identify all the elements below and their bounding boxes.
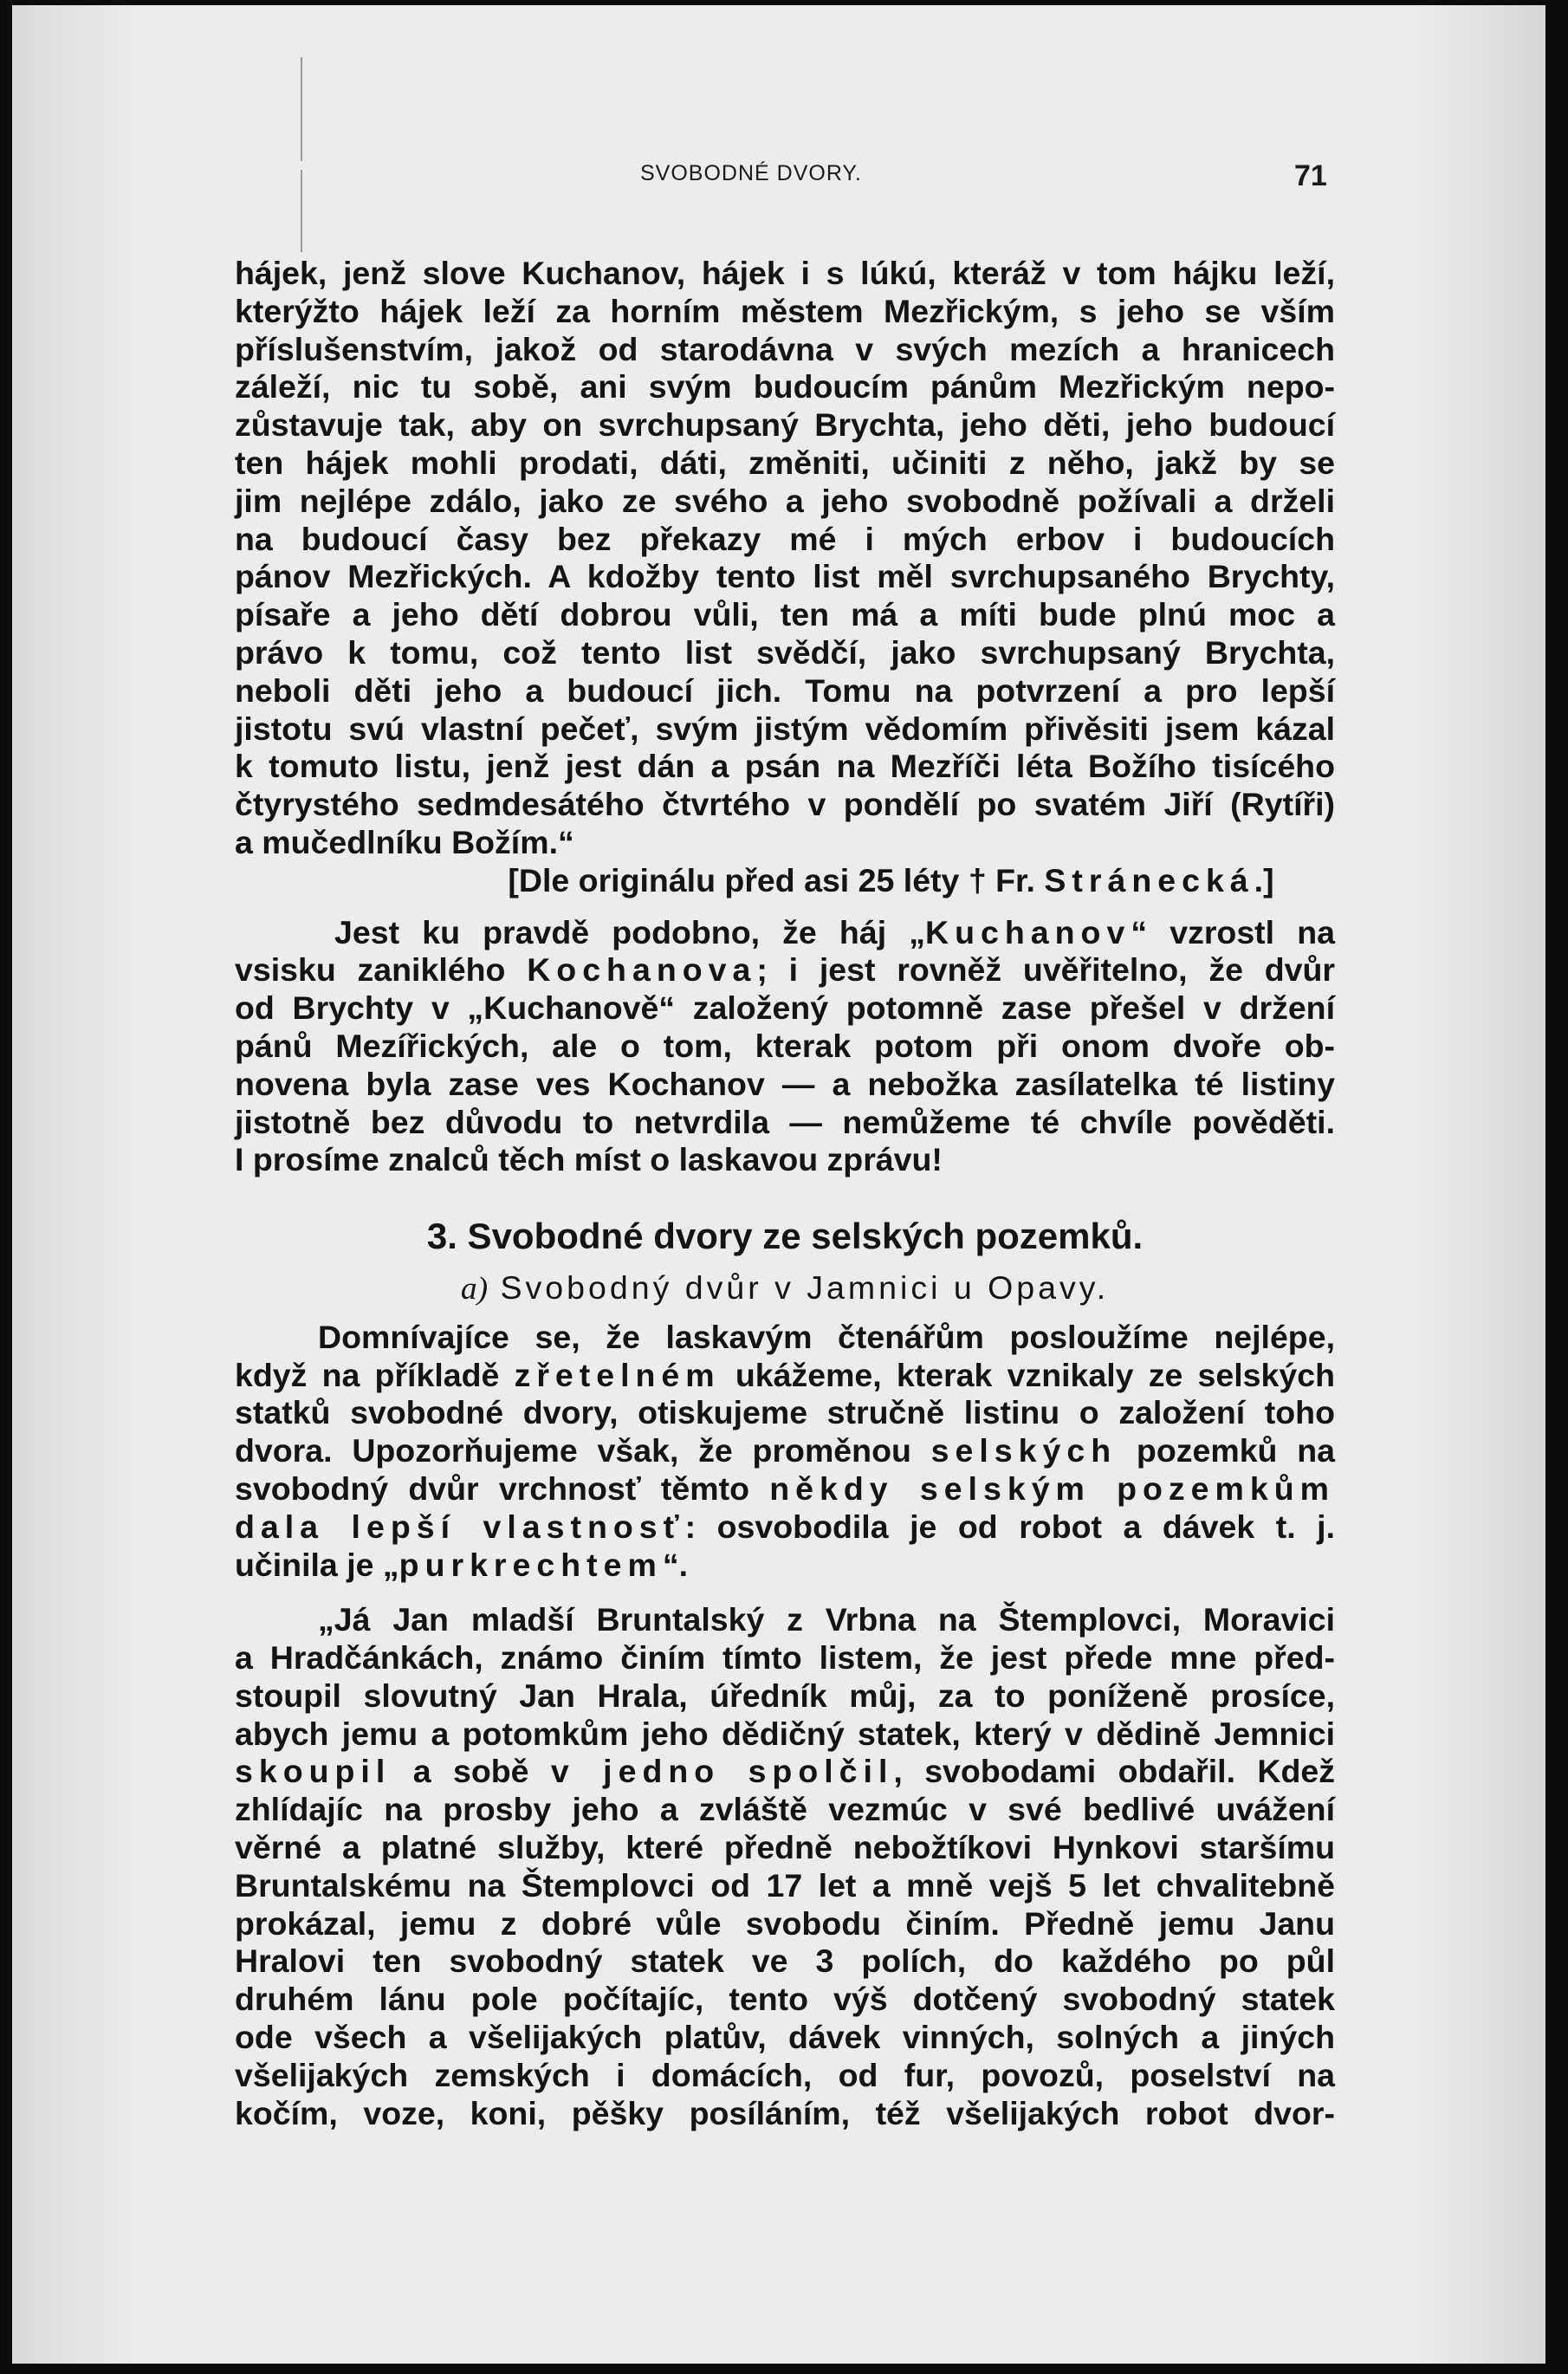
text-line: k tomuto listu, jenž jest dán a psán na Mezříči léta Božího tisícého — [235, 748, 1335, 785]
text-line: ode všech a všelijakých platův, dávek vinných, solných a jiných — [235, 2019, 1335, 2056]
text-line: pánov Mezřických. A kdožby tento list měl svrchupsaného Brychty, — [235, 558, 1335, 595]
text-line: pánů Mezířických, ale o tom, kterak potom při onom dvoře ob- — [235, 1027, 1335, 1064]
text-line: statků svobodné dvory, otiskujeme stručně listinu o založení toho — [235, 1394, 1335, 1431]
text-line: na budoucí časy bez překazy mé i mých erbov i budoucích — [235, 520, 1335, 557]
text-line: všelijakých zemských i domácích, od fur, povozů, poselství na — [235, 2056, 1335, 2093]
text-line: Hralovi ten svobodný statek ve 3 polích, do každého po půl — [235, 1943, 1335, 1980]
text-line: zůstavuje tak, aby on svrchupsaný Brychta, jeho děti, jeho budoucí — [235, 406, 1335, 444]
scan-margin-mark — [301, 170, 302, 252]
text-line: učinila je „purkrechtem“. — [235, 1546, 688, 1583]
text-line: jistotně bez důvodu to netvrdila — nemůžeme té chvíle pověděti. — [235, 1103, 1335, 1140]
text-line: hájek, jenž slove Kuchanov, hájek i s lúkú, kteráž v tom hájku leží, — [235, 255, 1335, 291]
charter-quote-paragraph — [235, 255, 1335, 862]
text-line: právo k tomu, což tento list svědčí, jako svrchupsaný Brychta, — [235, 633, 1335, 671]
text-line: vsisku zaniklého Kochanova; i jest rovněž uvěřitelno, že dvůr — [235, 951, 1335, 989]
text-line: Bruntalskému na Štemplovci od 17 let a mně vejš 5 let chvalitebně — [235, 1866, 1335, 1904]
text-line: jim nejlépe zdálo, jako ze svého a jeho svobodně požívali a drželi — [235, 482, 1335, 519]
text-line: stoupil slovutný Jan Hrala, úředník můj, za to poníženě prosíce, — [235, 1677, 1335, 1714]
text-line: druhém lánu pole počítajíc, tento výš dotčený svobodný statek — [235, 1981, 1335, 2018]
text-line: když na příkladě zřetelném ukážeme, kterak vznikaly ze selských — [235, 1356, 1335, 1393]
scanned-page — [12, 5, 1545, 2364]
text-line: novena byla zase ves Kochanov — a nebožka zasílatelka té listiny — [235, 1065, 1335, 1102]
subsection-heading: a) Svobodný dvůr v Jamnici u Opavy. — [460, 1268, 1110, 1307]
text-line: kočím, voze, koni, pěšky posíláním, též všelijakých robot dvor- — [235, 2094, 1335, 2131]
text-line: Jest ku pravdě podobno, že háj „Kuchanov“ vzrostl na — [334, 913, 1336, 950]
charter-quote-paragraph — [235, 1601, 1335, 2132]
text-line: I prosíme znalců těch míst o laskavou zprávu! — [235, 1141, 943, 1178]
text-line: čtyrystého sedmdesátého čtvrtého v pondělí po svatém Jiří (Rytíři) — [235, 786, 1335, 823]
text-line: kterýžto hájek leží za horním městem Mezřickým, s jeho se vším — [235, 292, 1335, 329]
page-number: 71 — [1294, 159, 1327, 192]
text-line: svobodný dvůr vrchnosť těmto někdy selským pozemkům — [235, 1469, 1335, 1507]
text-line: skoupil a sobě v jedno spolčil, svobodami obdařil. Kdež — [235, 1753, 1336, 1790]
source-attribution: [Dle originálu před asi 25 léty † Fr. Stránecká.] — [508, 861, 1274, 898]
text-line: věrné a platné služby, které předně nebožtíkovi Hynkovi staršímu — [235, 1829, 1335, 1866]
text-line: příslušenstvím, jakož od starodávna v svých mezích a hranicech — [235, 330, 1335, 367]
text-line: od Brychty v „Kuchanově“ založený potomně zase přešel v držení — [235, 989, 1335, 1027]
text-line: Domnívajíce se, že laskavým čtenářům posloužíme nejlépe, — [318, 1318, 1335, 1355]
text-line: a Hradčánkách, známo činím tímto listem, že jest přede mne před- — [235, 1639, 1335, 1677]
text-line: dala lepší vlastnosť: osvobodila je od robot a dávek t. j. — [235, 1508, 1336, 1545]
text-line: záleží, nic tu sobě, ani svým budoucím pánům Mezřickým nepo- — [235, 368, 1335, 405]
text-line: jistotu svú vlastní pečeť, svým jistým vědomím přivěsiti jsem kázal — [235, 710, 1335, 747]
page-body — [235, 255, 1335, 2132]
text-line: a mučedlníku Božím.“ — [235, 823, 574, 860]
commentary-paragraph — [235, 914, 1335, 1180]
text-line: prokázal, jemu z dobré vůle svobodu činím. Předně jemu Janu — [235, 1904, 1335, 1942]
text-line: neboli děti jeho a budoucí jich. Tomu na potvrzení a pro lepší — [235, 671, 1335, 709]
section-heading: 3. Svobodné dvory ze selských pozemků. — [426, 1216, 1144, 1257]
scan-margin-mark — [301, 57, 302, 161]
text-line: dvora. Upozorňujeme však, že proměnou selských pozemků na — [235, 1432, 1335, 1469]
intro-paragraph — [235, 1319, 1335, 1585]
text-line: „Já Jan mladší Bruntalský z Vrbna na Štemplovci, Moravici — [318, 1601, 1335, 1638]
text-line: abych jemu a potomkům jeho dědičný statek, který v dědině Jemnici — [235, 1715, 1335, 1752]
text-line: zhlídajíc na prosby jeho a zvláště vezmúc v své bedlivé uvážení — [235, 1791, 1335, 1828]
text-line: písaře a jeho dětí dobrou vůli, ten má a míti bude plnú moc a — [235, 596, 1335, 633]
text-line: ten hájek mohli prodati, dáti, změniti, učiniti z něho, jakž by se — [235, 444, 1335, 481]
running-title: SVOBODNÉ DVORY. — [640, 161, 862, 185]
